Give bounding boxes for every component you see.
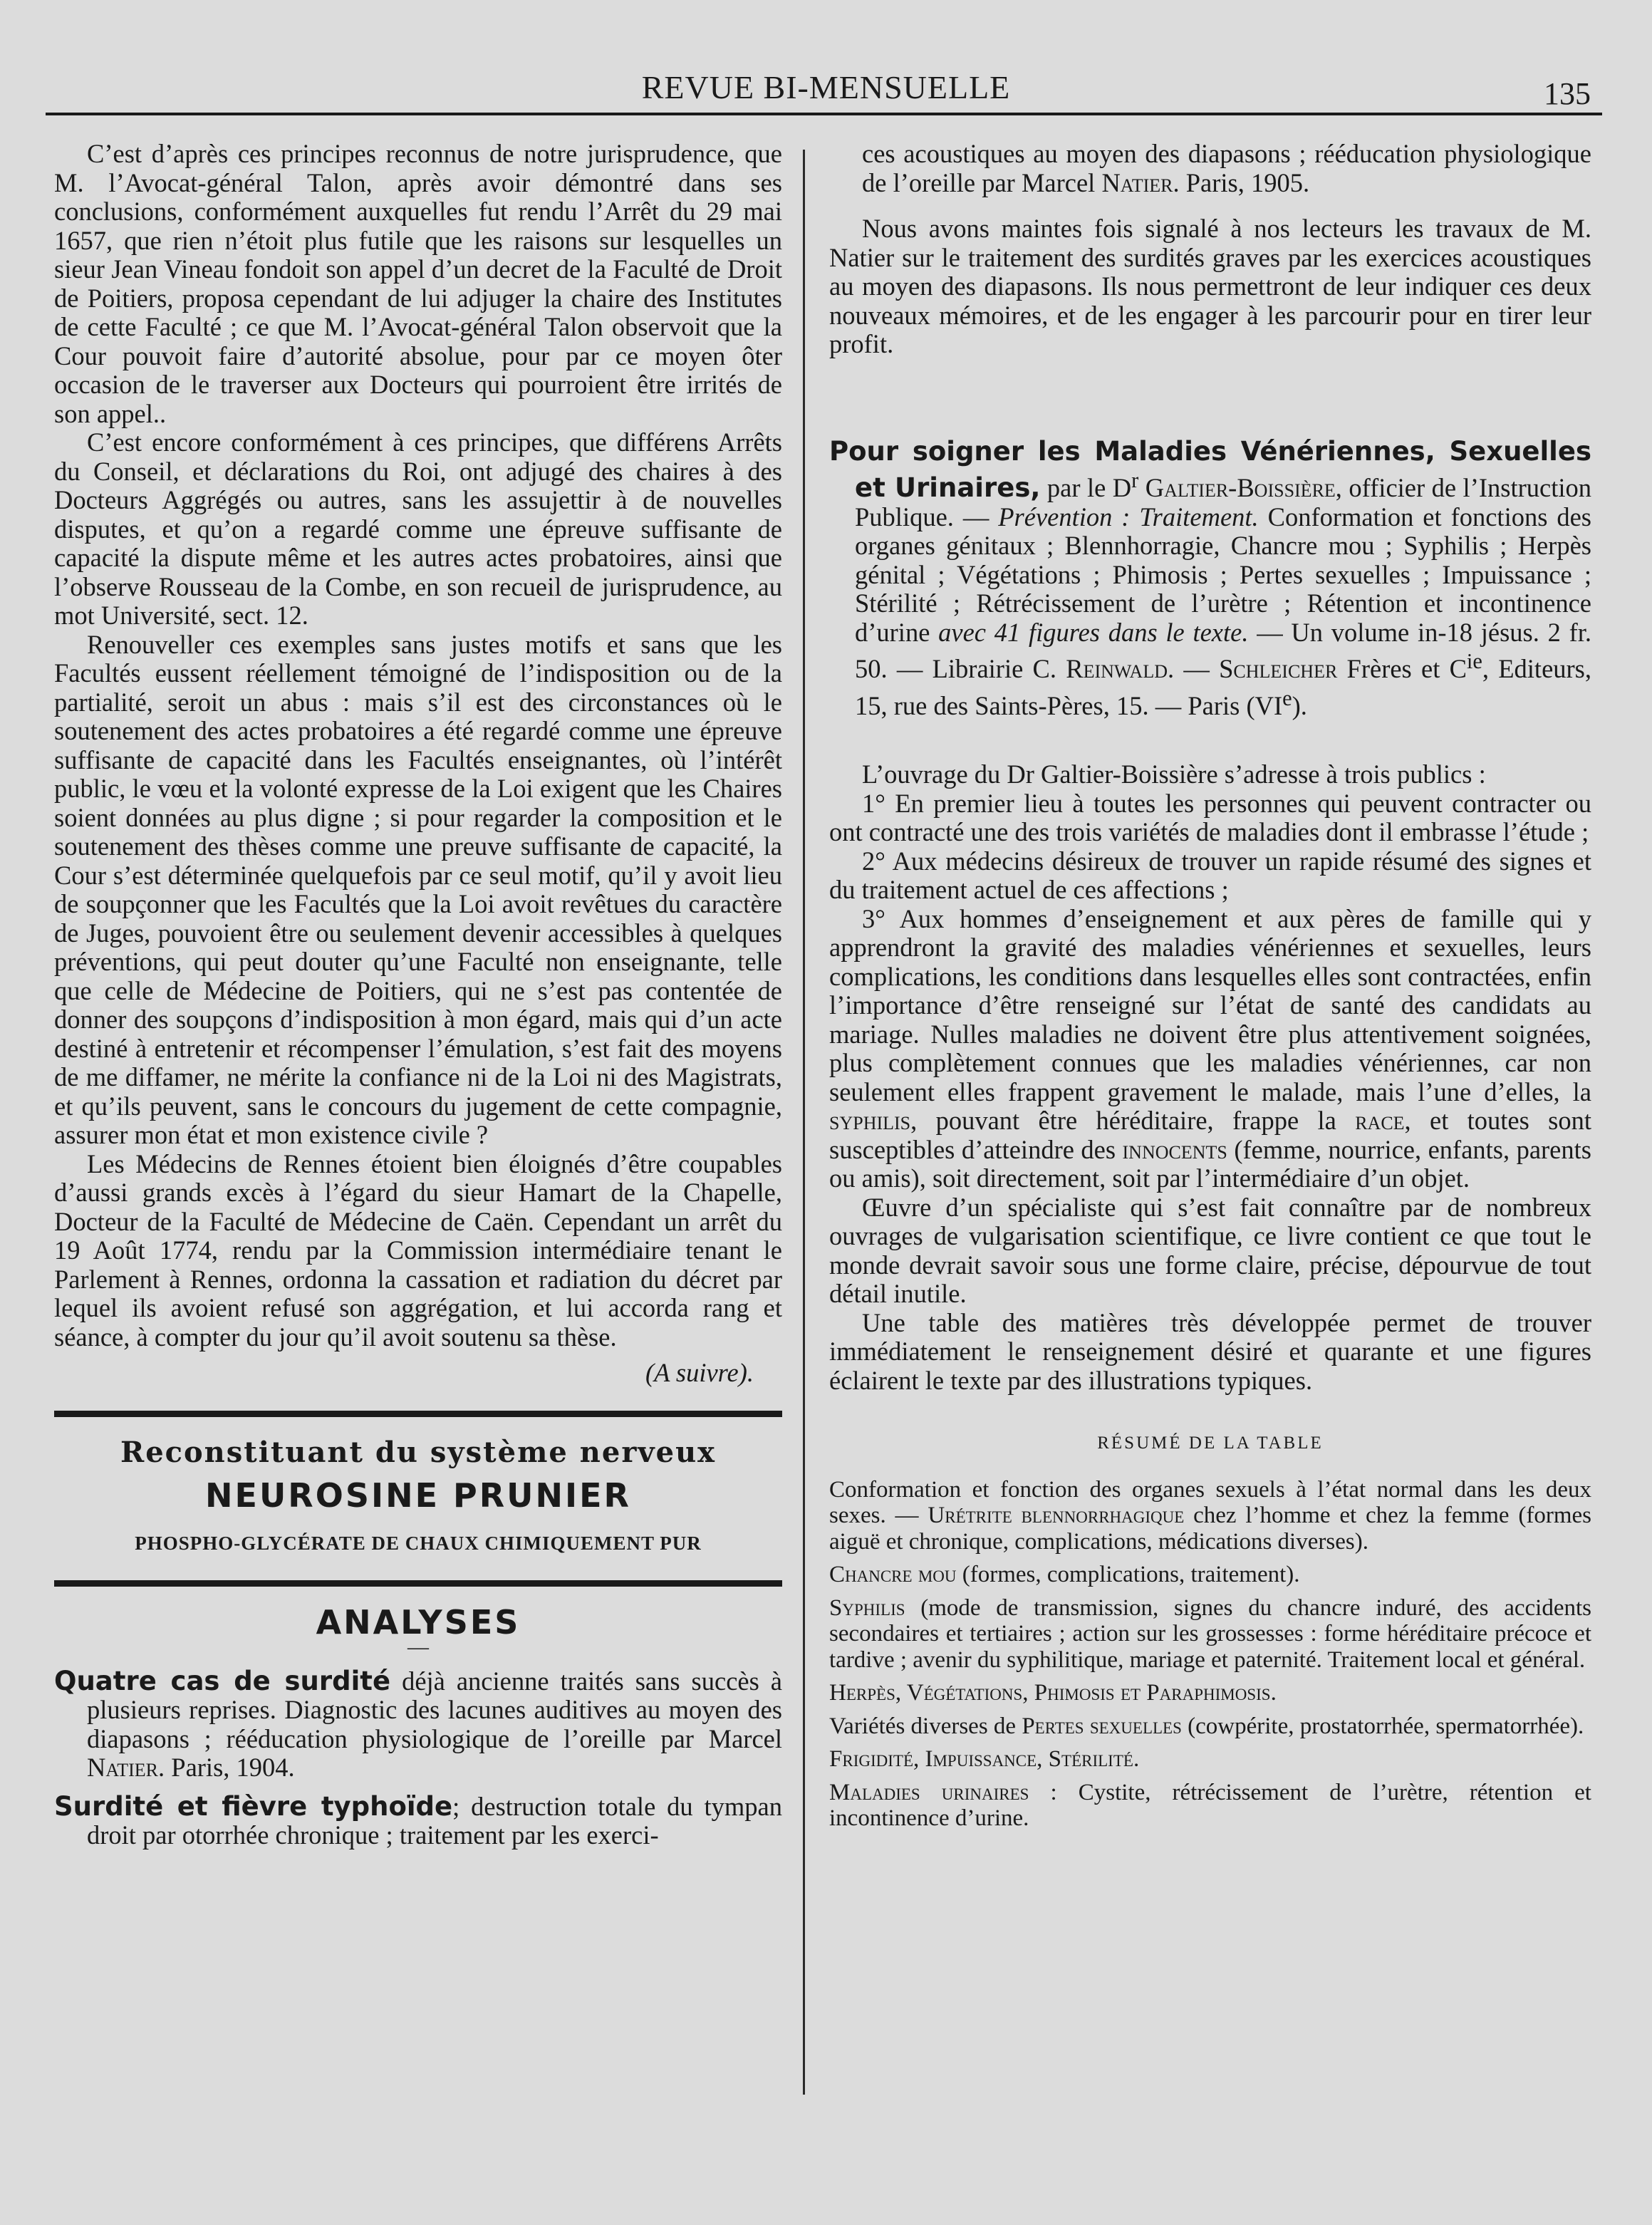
review-emphasis: innocents bbox=[1122, 1134, 1227, 1164]
review-text: 3° Aux hommes d’enseignement et aux pères de famille qui y apprendront la gravité des maladies vénériennes et sexuelles, leurs complications, les conditions dans lesquelles elles sont contractées, enfin l’importance d’être renseigné sur l’état de santé des candidats au mariage. Nulles maladies ne doivent être plus attentivement soignées, plus complètement connues que les maladies vénériennes, car non seulement elles frappent gravement le malade, mais l’une d’elles, la bbox=[829, 903, 1591, 1106]
running-header: REVUE BI-MENSUELLE bbox=[641, 69, 1011, 105]
review-paragraph: 2° Aux médecins désireux de trouver un rapide résumé des signes et du traitement actuel de ces affections ; bbox=[829, 846, 1591, 905]
review-text: , et toutes sont susceptibles d’atteindre des bbox=[829, 1106, 1592, 1164]
book-figures: avec 41 figures dans le texte. bbox=[938, 617, 1249, 647]
book-publisher-end: ). bbox=[1292, 690, 1307, 720]
toc-keyword: Syphilis bbox=[829, 1594, 905, 1621]
entry-text: ; destruction totale du tympan droit par otorrhée chronique ; traitement par les exerci- bbox=[87, 1791, 782, 1850]
review-text: , pouvant être héréditaire, frappe la bbox=[910, 1106, 1356, 1136]
continuation-text bbox=[829, 140, 1591, 197]
toc-entry bbox=[829, 1713, 1591, 1740]
review-emphasis: race bbox=[1355, 1106, 1405, 1136]
review-paragraph: Œuvre d’un spécialiste qui s’est fait connaître par de nombreux ouvrages de vulgarisation scientifique, ce livre contient ce que tout le monde devrait savoir sous une forme claire, précise, dépourvue de tout détail inutile. bbox=[829, 1192, 1591, 1309]
book-contents: Conformation et fonctions des organes génitaux ; Blennhorragie, Chancre mou ; Syphilis ; Herpès génital ; Végétations ; Phimosis ; Pertes sexuelles ; Impuissance ; Stérilité ; Rétrécissement de l’urètre ; Rétention et incontinence d’urine bbox=[855, 502, 1591, 647]
review-paragraph bbox=[829, 905, 1591, 1193]
book-title: Pour soigner les Maladies Vénériennes, Sexuelles et Urinaires, bbox=[829, 435, 1591, 504]
review-emphasis: syphilis bbox=[829, 1106, 911, 1136]
book-publisher-address: , Editeurs, 15, rue des Saints-Pères, 15. — Paris (VI bbox=[855, 654, 1592, 720]
book-author: Galtier-Boissière bbox=[1138, 473, 1336, 503]
continuation-body: ces acoustiques au moyen des diapasons ; rééducation physiologique de l’oreille par Marcel bbox=[862, 139, 1591, 197]
analyses-heading: ANALYSES bbox=[316, 1603, 521, 1641]
toc-keyword: Pertes sexuelles bbox=[1022, 1713, 1182, 1739]
book-author-role: , officier de l’Instruction Publique. — bbox=[855, 473, 1591, 531]
heading-dash: — bbox=[407, 1634, 429, 1659]
advertisement-product: NEUROSINE PRUNIER bbox=[205, 1476, 631, 1515]
natier-paragraph: Nous avons maintes fois signalé à nos lecteurs les travaux de M. Natier sur le traitement des surdités graves par les exercices acoustiques au moyen des diapasons. Ils nous permettront de leur indiquer ces deux nouveaux mémoires, et de les engager à les parcourir pour en tirer leur profit. bbox=[829, 214, 1591, 358]
column-divider bbox=[803, 150, 805, 2095]
review-text: (femme, nourrice, enfants, parents ou amis), soit directement, soit par l’intermédiaire d’un objet. bbox=[829, 1134, 1591, 1193]
section-rule bbox=[54, 1580, 782, 1587]
to-be-continued: (A suivre). bbox=[645, 1358, 754, 1387]
book-notice bbox=[829, 437, 1591, 721]
page-number: 135 bbox=[1544, 76, 1591, 111]
book-arrondissement-sup: e bbox=[1282, 685, 1292, 710]
toc-keyword: Urétrite blennorrhagique bbox=[928, 1503, 1185, 1529]
advertisement-subtitle: PHOSPHO-GLYCÉRATE DE CHAUX CHIMIQUEMENT PUR bbox=[135, 1532, 702, 1554]
review-paragraph: Une table des matières très développée permet de trouver immédiatement le renseignement désiré et quarante et une figures éclairent le texte par des illustrations typiques. bbox=[829, 1307, 1591, 1395]
book-subtitle: Prévention : Traitement. bbox=[998, 502, 1259, 531]
book-publisher-sup: ie bbox=[1466, 649, 1482, 674]
toc-text: (mode de transmission, signes du chancre induré, des accidents secondaires et tertiaires ; action sur les grossesses : forme héréditaire précoce et tardive ; avenir du syphilitique, mariage et paternité. Traitement local et général. bbox=[829, 1594, 1591, 1673]
continuation-end: . Paris, 1905. bbox=[1173, 167, 1310, 197]
toc-entry: Frigidité, Impuissance, Stérilité. bbox=[829, 1746, 1140, 1773]
review-paragraph: 1° En premier lieu à toutes les personnes qui peuvent contracter ou ont contracté une des trois variétés de maladies dont il embrasse l’étude ; bbox=[829, 788, 1591, 847]
entry-text: déjà ancienne traités sans succès à plusieurs reprises. Diagnostic des lacunes auditives au moyen des diapasons ; rééducation physiologique de l’oreille par Marcel bbox=[87, 1666, 782, 1753]
toc-entry bbox=[829, 1595, 1591, 1674]
toc-text: Variétés diverses de bbox=[829, 1713, 1022, 1739]
review-entry bbox=[54, 1667, 782, 1783]
table-summary bbox=[829, 1477, 1591, 1832]
toc-text: (formes, complications, traitement). bbox=[956, 1562, 1300, 1588]
toc-text: : Cystite, rétrécissement de l’urètre, rétention et incontinence d’urine. bbox=[829, 1779, 1591, 1832]
advertisement-tagline: Reconstituant du système nerveux bbox=[120, 1435, 717, 1469]
article-paragraph: Les Médecins de Rennes étoient bien éloignés d’être coupables d’aussi grands excès à l’égard du sieur Hamart de la Chapelle, Docteur de la Faculté de Médecine de Caën. Cependant un arrêt du 19 Août 1774, rendu par la Commission intermédiaire tenant le Parlement à Rennes, ordonna la cassation et radiation du décret par lequel ils avoient refusé son aggrégation, et lui accorda rang et séance, à compter du jour qu’il avoit soutenu sa thèse. bbox=[54, 1148, 782, 1352]
table-summary-heading: RÉSUMÉ DE LA TABLE bbox=[1097, 1433, 1324, 1453]
left-column bbox=[54, 140, 782, 1850]
toc-text: (cowpérite, prostatorrhée, spermatorrhée). bbox=[1181, 1713, 1584, 1739]
article-paragraph: C’est d’après ces principes reconnus de notre jurisprudence, que M. l’Avocat-général Talon, après avoir démontré dans ses conclusions, conformément auxquelles fut rendu l’Arrêt du 29 mai 1657, que rien n’étoit plus futile que les raisons sur lesquelles un sieur Jean Vineau fondoit son appel d’un decret de la Faculté de Droit de Poitiers, proposa cependant de lui adjuger la chaire des Institutes de cette Faculté ; ce que M. l’Avocat-général Talon observoit que la Cour pouvoit faire d’autorité absolue, pour par ce moyen ôter occasion de le traverser aux Docteurs qui pourroient être irrités de son appel.. bbox=[54, 139, 782, 428]
book-publisher-name: Schleicher bbox=[1219, 654, 1338, 684]
book-publisher-sep: . — bbox=[1168, 654, 1220, 684]
review-entry bbox=[54, 1790, 782, 1850]
toc-keyword: Chancre mou bbox=[829, 1562, 957, 1588]
toc-entry: Herpès, Végétations, Phimosis et Paraphimosis. bbox=[829, 1680, 1277, 1706]
toc-entry bbox=[829, 1477, 1591, 1555]
book-by: par le D bbox=[1040, 473, 1132, 503]
review-paragraph: L’ouvrage du Dr Galtier-Boissière s’adresse à trois publics : bbox=[862, 759, 1486, 789]
toc-text: Conformation et fonction des organes sexuels à l’état normal dans les deux sexes. — bbox=[829, 1476, 1591, 1529]
article-paragraph: C’est encore conformément à ces principes, que différens Arrêts du Conseil, et déclarations du Roi, ont adjugé des chaires à des Docteurs Aggrégés ou autres, sans les assujettir à de nouvelles disputes, et qu’on a regardé comme une épreuve suffisante de capacité la dispute même et les autres actes probatoires, ainsi que l’observe Rousseau de la Combe, en son recueil de jurisprudence, au mot Université, sect. 12. bbox=[54, 427, 782, 630]
entry-title: Quatre cas de surdité bbox=[54, 1665, 391, 1696]
toc-entry bbox=[829, 1780, 1591, 1832]
right-column bbox=[829, 140, 1591, 1832]
continuation-author: Natier bbox=[1101, 167, 1173, 197]
toc-text: chez l’homme et chez la femme (formes aiguë et chronique, complications, médications diverses). bbox=[829, 1503, 1591, 1555]
entry-author: Natier bbox=[87, 1753, 159, 1782]
book-publisher-name: Reinwald bbox=[1066, 654, 1168, 684]
book-publisher: — Un volume in-18 jésus. 2 fr. 50. — Librairie C. bbox=[855, 617, 1591, 684]
toc-keyword: Maladies urinaires bbox=[829, 1779, 1029, 1805]
article-paragraph: Renouveller ces exemples sans justes motifs et sans que les Facultés eussent réellement témoigné de l’indisposition ou de la partialité, seroit un abus : mais s’il est des circonstances où le soutenement des actes probatoires a été regardé comme une épreuve suffisante de capacité dans les Facultés enseignantes, où l’intérêt public, le vœu et la volonté expresse de la Loi exigent que les Chaires soient données au plus digne ; si pour regarder la composition et le soutenement des thèses comme une preuve suffisante de capacité, la Cour s’est déterminée quelquefois par ce seul motif, qu’il y avoit lieu de soupçonner que les Facultés que la Loi avoit revêtues du caractère de Juges, pouvoient être ou seulement devenir accessibles à quelques préventions, qui peut douter qu’une Faculté non enseignante, telle que celle de Médecine de Poitiers, qui ne s’est pas contentée de donner des soupçons d’indisposition à mon égard, mais qui d’un acte destiné à entretenir et récompenser l’émulation, s’est fait des moyens de me diffamer, ne mérite la confiance ni de la Loi ni des Magistrats, et qu’ils peuvent, sans le concours du jugement de cette compagnie, assurer mon état et mon existence civile ? bbox=[54, 629, 782, 1149]
header-rule bbox=[46, 113, 1602, 115]
entry-title: Surdité et fièvre typhoïde bbox=[54, 1790, 453, 1822]
section-rule bbox=[54, 1411, 782, 1417]
entry-text: . Paris, 1904. bbox=[158, 1753, 295, 1782]
toc-entry bbox=[829, 1562, 1591, 1588]
book-publisher-text: Frères et C bbox=[1337, 654, 1467, 684]
book-by-sup: r bbox=[1131, 468, 1139, 492]
